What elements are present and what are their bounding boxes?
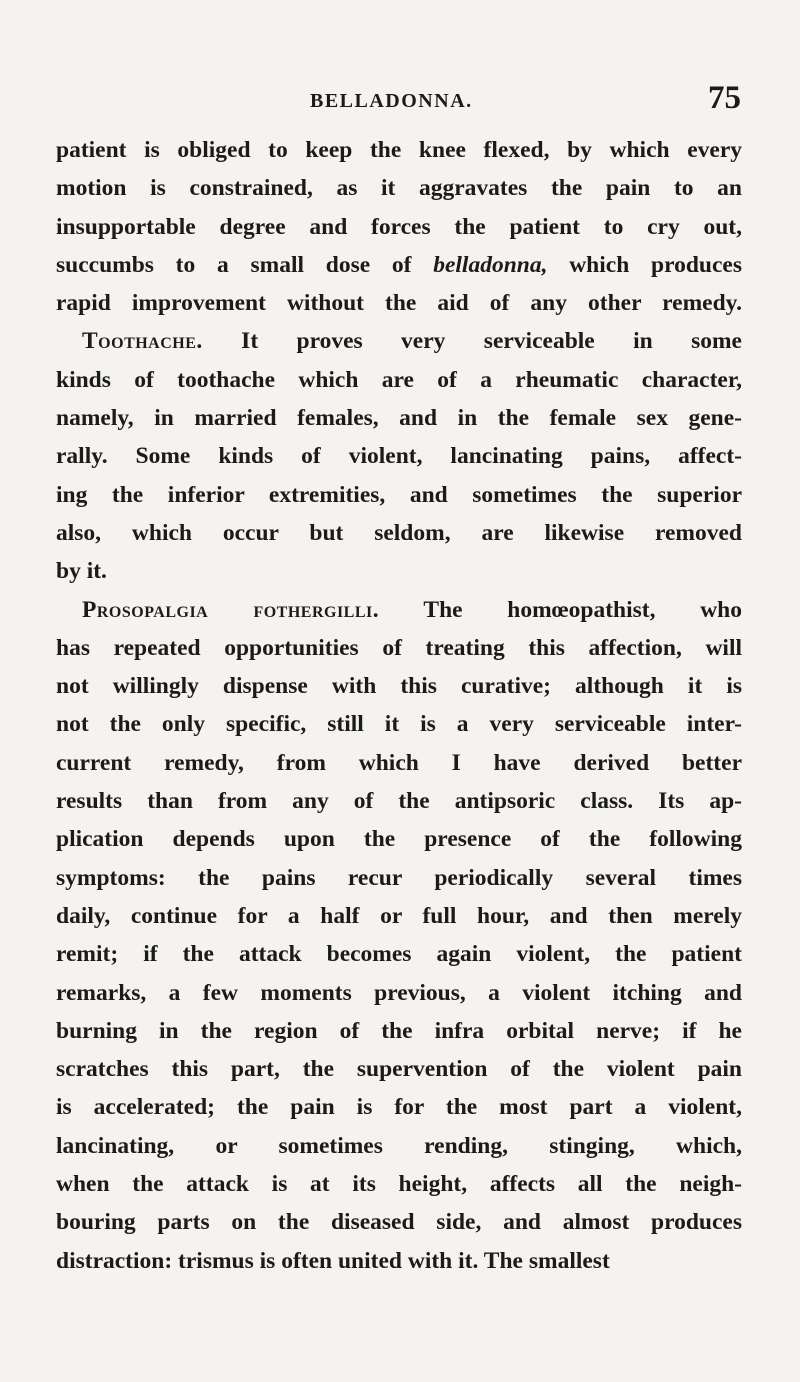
text-line-19: plication depends upon the presence of the following xyxy=(56,826,742,853)
text-line-29: bouring parts on the diseased side, and almost produces xyxy=(56,1209,742,1236)
text-line-24: burning in the region of the infra orbital nerve; if he xyxy=(56,1017,742,1044)
text-line-3: insupportable degree and forces the patient to cry out, xyxy=(56,213,742,240)
text-line-18: results than from any of the antipsoric class. Its ap- xyxy=(56,788,742,815)
text-line-13 xyxy=(56,591,742,629)
text-line-4 xyxy=(56,246,742,284)
running-title: BELLADONNA. xyxy=(310,90,473,112)
text-line-26: is accelerated; the pain is for the most part a violent, xyxy=(56,1094,742,1121)
text-line-14: has repeated opportunities of treating this affection, will xyxy=(56,634,742,661)
section-heading-prosopalgia: Prosopalgia fothergilli. xyxy=(82,596,380,623)
text-line-11: also, which occur but seldom, are likewise removed xyxy=(56,519,742,546)
text-line-22: remit; if the attack becomes again violent, the patient xyxy=(56,941,742,968)
text-line-25: scratches this part, the supervention of the violent pain xyxy=(56,1056,742,1083)
page-number: 75 xyxy=(708,80,741,116)
text-line-6-rest: It proves very serviceable in some xyxy=(202,328,742,355)
text-line-16: not the only specific, still it is a very serviceable inter- xyxy=(56,711,742,738)
text-line-23: remarks, a few moments previous, a violent itching and xyxy=(56,979,742,1006)
section-heading-toothache: Toothache. xyxy=(82,328,203,355)
text-line-4-end: which produces xyxy=(547,251,742,278)
text-line-8: namely, in married females, and in the female sex gene- xyxy=(56,405,742,432)
text-line-13-rest: The homœopathist, who xyxy=(379,596,742,623)
text-line-17: current remedy, from which I have derived better xyxy=(56,749,742,776)
text-line-28: when the attack is at its height, affects all the neigh- xyxy=(56,1171,742,1198)
text-line-6 xyxy=(56,322,742,360)
text-line-10: ing the inferior extremities, and sometimes the superior xyxy=(56,481,742,508)
text-line-5: rapid improvement without the aid of any other remedy. xyxy=(56,290,742,317)
text-line-4-start: succumbs to a small dose of xyxy=(56,251,434,278)
text-line-9: rally. Some kinds of violent, lancinating pains, affect- xyxy=(56,443,742,470)
remedy-name-italic: belladonna, xyxy=(433,251,548,278)
body-text xyxy=(56,131,742,1280)
running-head xyxy=(0,80,800,118)
text-line-7: kinds of toothache which are of a rheumatic character, xyxy=(56,366,742,393)
text-line-12: by it. xyxy=(56,558,107,585)
text-line-20: symptoms: the pains recur periodically several times xyxy=(56,864,742,891)
text-line-21: daily, continue for a half or full hour, and then merely xyxy=(56,902,742,929)
text-line-15: not willingly dispense with this curative; although it is xyxy=(56,673,742,700)
text-line-27: lancinating, or sometimes rending, stinging, which, xyxy=(56,1132,742,1159)
text-line-30: distraction: trismus is often united with it. The smallest xyxy=(56,1247,610,1274)
text-line-2: motion is constrained, as it aggravates the pain to an xyxy=(56,175,742,202)
text-line-1: patient is obliged to keep the knee flexed, by which every xyxy=(56,137,742,163)
